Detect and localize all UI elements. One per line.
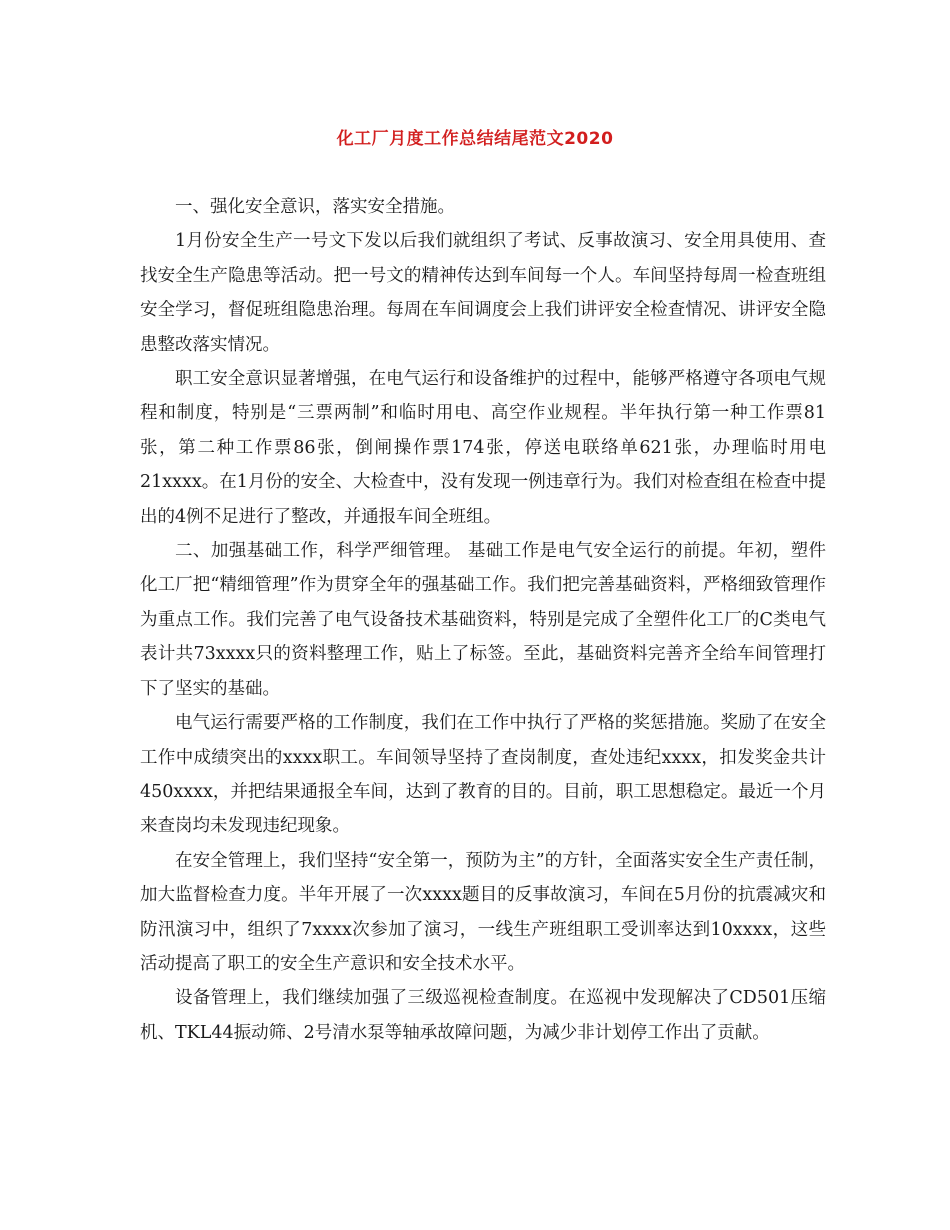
paragraph: 设备管理上，我们继续加强了三级巡视检查制度。在巡视中发现解决了CD501压缩机、TKL44振动筛、2号清水泵等轴承故障问题，为减少非计划停工作出了贡献。	[140, 988, 826, 1043]
document-title: 化工厂月度工作总结结尾范文2020	[336, 129, 614, 149]
paragraph: 1月份安全生产一号文下发以后我们就组织了考试、反事故演习、安全用具使用、查找安全生产隐患等活动。把一号文的精神传达到车间每一个人。车间坚持每周一检查班组安全学习，督促班组隐患治理。每周在车间调度会上我们讲评安全检查情况、讲评安全隐患整改落实情况。	[140, 231, 826, 355]
paragraph-section-1-heading: 一、强化安全意识，落实安全措施。	[175, 197, 455, 217]
paragraph: 电气运行需要严格的工作制度，我们在工作中执行了严格的奖惩措施。奖励了在安全工作中成绩突出的xxxx职工。车间领导坚持了查岗制度，查处违纪xxxx，扣发奖金共计450xxxx，并把结果通报全车间，达到了教育的目的。目前，职工思想稳定。最近一个月来查岗均未发现违纪现象。	[140, 713, 826, 837]
document-body	[140, 190, 826, 1050]
paragraph: 在安全管理上，我们坚持“安全第一，预防为主”的方针，全面落实安全生产责任制，加大监督检查力度。半年开展了一次xxxx题目的反事故演习，车间在5月份的抗震减灾和防汛演习中，组织了7xxxx次参加了演习，一线生产班组职工受训率达到10xxxx，这些活动提高了职工的安全生产意识和安全技术水平。	[140, 850, 826, 974]
paragraph-section-2: 二、加强基础工作，科学严细管理。 基础工作是电气安全运行的前提。年初，塑件化工厂把“精细管理”作为贯穿全年的强基础工作。我们把完善基础资料，严格细致管理作为重点工作。我们完善了电气设备技术基础资料，特别是完成了全塑件化工厂的C类电气表计共73xxxx只的资料整理工作，贴上了标签。至此，基础资料完善齐全给车间管理打下了坚实的基础。	[140, 541, 826, 699]
paragraph: 职工安全意识显著增强，在电气运行和设备维护的过程中，能够严格遵守各项电气规程和制度，特别是“三票两制”和临时用电、高空作业规程。半年执行第一种工作票81张，第二种工作票86张，倒闸操作票174张，停送电联络单621张，办理临时用电21xxxx。在1月份的安全、大检查中，没有发现一例违章行为。我们对检查组在检查中提出的4例不足进行了整改，并通报车间全班组。	[140, 369, 826, 527]
